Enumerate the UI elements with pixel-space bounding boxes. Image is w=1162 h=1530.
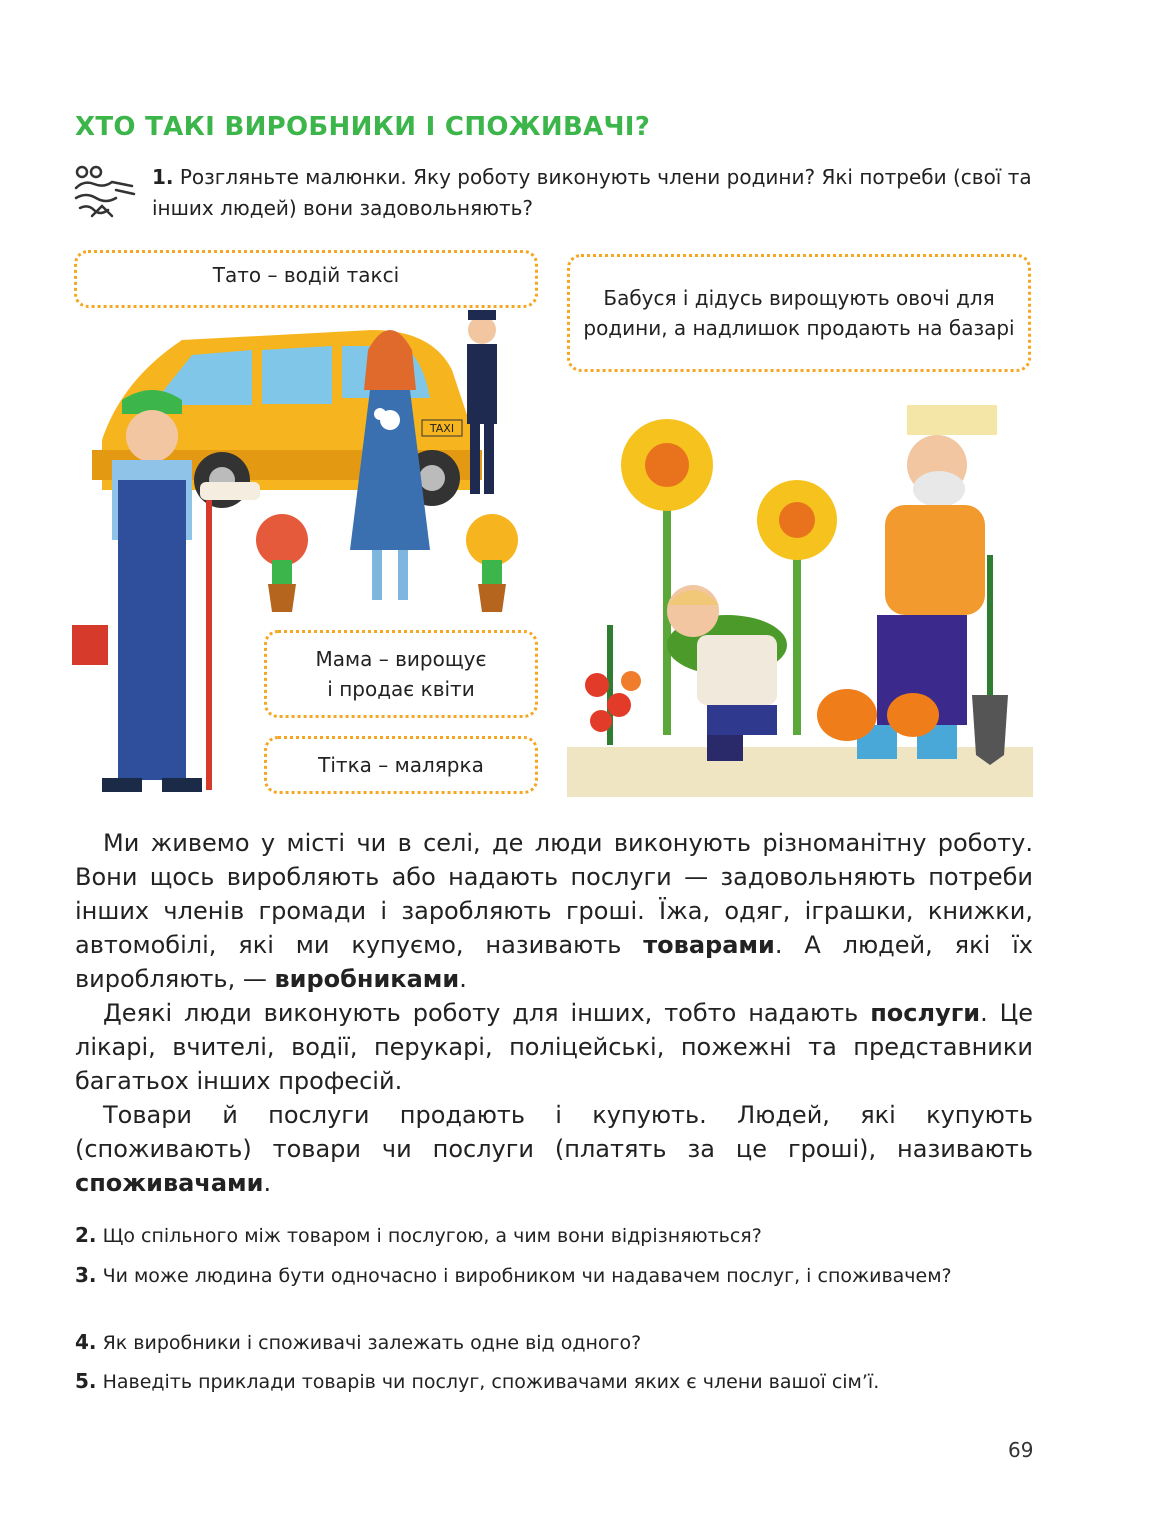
grandma-illustration bbox=[667, 585, 777, 761]
p1-text-c: . bbox=[459, 965, 467, 993]
label-mom-line2: і продає квіти bbox=[327, 677, 475, 701]
question-text: Наведіть приклади товарів чи послуг, споживачами яких є члени вашої сім’ї. bbox=[102, 1371, 880, 1393]
question-number: 3. bbox=[75, 1263, 97, 1287]
question-number: 2. bbox=[75, 1223, 97, 1247]
label-grandparents bbox=[567, 254, 1031, 372]
paragraph-2 bbox=[75, 996, 1033, 1098]
section-heading: ХТО ТАКІ ВИРОБНИКИ І СПОЖИВАЧІ? bbox=[75, 112, 651, 142]
label-grandparents-text: Бабуся і дідусь вирощують овочі для родини, а надлишок продають на базарі bbox=[583, 286, 1015, 340]
task-number: 1. bbox=[152, 165, 174, 189]
p1-text-b: . А людей, які їх виробляють, — bbox=[75, 931, 1033, 993]
taxi-sign: TAXI bbox=[429, 422, 455, 435]
label-aunt-painter: Тітка – малярка bbox=[264, 736, 538, 794]
question-text: Як виробники і споживачі залежать одне від одного? bbox=[102, 1332, 642, 1354]
p3-text-b: . bbox=[263, 1169, 272, 1197]
p2-text-b: . Це лікарі, вчителі, водії, перукарі, поліцейські, пожежні та представники багатьох інших професій. bbox=[75, 999, 1034, 1095]
question-5 bbox=[75, 1368, 1033, 1396]
label-mom-line1: Мама – вирощує bbox=[315, 647, 487, 671]
paragraph-1 bbox=[75, 826, 1033, 996]
question-text: Що спільного між товаром і послугою, а чим вони відрізняються? bbox=[102, 1225, 762, 1247]
illustration-right bbox=[567, 385, 1033, 797]
question-2 bbox=[75, 1222, 1033, 1250]
p3-text-a: Товари й послуги продають і купують. Людей, які купують (споживають) товари чи послуги (платять за це гроші), називають bbox=[75, 1101, 1033, 1163]
question-4 bbox=[75, 1329, 1033, 1357]
task-text: Розгляньте малюнки. Яку роботу виконують члени родини? Які потреби (свої та інших людей) вони задовольняють? bbox=[152, 165, 1032, 220]
flower-pot-yellow bbox=[466, 514, 518, 612]
keyword-goods: товарами bbox=[643, 931, 775, 959]
group-work-icon bbox=[72, 164, 142, 222]
keyword-services: послуги bbox=[870, 999, 981, 1027]
keyword-producers: виробниками bbox=[274, 965, 460, 993]
label-dad-taxi-driver: Тато – водій таксі bbox=[74, 250, 538, 308]
task-1 bbox=[152, 162, 1032, 224]
label-mom-florist bbox=[264, 630, 538, 718]
question-number: 4. bbox=[75, 1330, 97, 1354]
p2-text-a: Деякі люди виконують роботу для інших, тобто надають bbox=[103, 999, 871, 1027]
question-3 bbox=[75, 1262, 1033, 1290]
tomato-plant-illustration bbox=[585, 625, 641, 745]
flower-pot-red bbox=[256, 514, 308, 612]
page-number: 69 bbox=[1008, 1438, 1034, 1462]
paragraph-3 bbox=[75, 1098, 1033, 1200]
p1-text-a: Ми живемо у місті чи в селі, де люди виконують різноманітну роботу. Вони щось виробляють або надають послуги — задовольняють потреби інших членів громади і заробляють гроші. Їжа, одяг, іграшки, книжки, автомобілі, які ми купуємо, називають bbox=[75, 829, 1033, 959]
garden-soil bbox=[567, 747, 1033, 797]
keyword-consumers: споживачами bbox=[75, 1169, 264, 1197]
question-number: 5. bbox=[75, 1369, 97, 1393]
illustration-left bbox=[72, 300, 542, 800]
question-text: Чи може людина бути одночасно і виробником чи надавачем послуг, і споживачем? bbox=[102, 1265, 952, 1287]
